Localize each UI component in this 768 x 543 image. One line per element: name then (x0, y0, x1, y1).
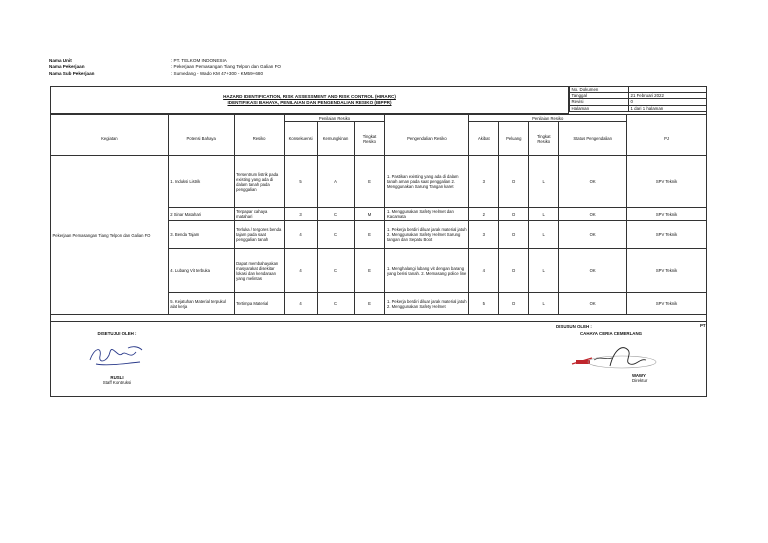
meta-table (569, 86, 707, 112)
tingkat-2-cell: L (529, 293, 559, 315)
pengendalian-cell: 1. Menggunakan Safety Helmet dan Kacamata (385, 208, 469, 221)
resiko-cell: Tersentrum listrik pada existing yang ada di dalam tanah pada penggalian (234, 156, 284, 208)
header-label: Nama Sub Pekerjaan (49, 70, 95, 76)
akibat-cell: 5 (469, 293, 499, 315)
kegiatan-cell: Pekerjaan Pemasangan Tiang Telpon dan Galian FO (51, 156, 169, 315)
signature-right (540, 324, 650, 383)
meta-label: No. Dokumen (570, 87, 629, 93)
peluang-cell: D (499, 249, 529, 293)
kemungkinan-cell: A (317, 156, 354, 208)
pt-label: PT (700, 323, 706, 328)
potensi-cell: 1. Induksi Listrik (168, 156, 234, 208)
kemungkinan-cell: C (317, 293, 354, 315)
tingkat-cell: E (354, 156, 385, 208)
meta-value: 0 (629, 99, 707, 105)
pj-cell: SPV Teknik (627, 249, 707, 293)
col-kemungkinan: Kemungkinan (317, 122, 354, 156)
konsekuensi-cell: 4 (284, 249, 317, 293)
potensi-cell: 2 Sinar Matahari (168, 208, 234, 221)
peluang-cell: D (499, 293, 529, 315)
col-tingkat-2: Tingkat Resiko (529, 122, 559, 156)
resiko-cell: Dapat membahayakan masyarakat disekitar lokasi dan kendaraan yang melintas (234, 249, 284, 293)
resiko-cell: Terpapar cahaya matahari (234, 208, 284, 221)
signature-left (72, 331, 162, 385)
tingkat-cell: M (354, 208, 385, 221)
kemungkinan-cell: C (317, 221, 354, 249)
status-cell: OK (559, 208, 627, 221)
meta-row (570, 105, 707, 111)
header-value: : Pekerjaan Pemasangan Tiang Telpon dan Galian FO (171, 64, 281, 70)
title-line-1: HAZARD IDENTIFICATION, RISK ASSESSMENT AND RISK CONTROL (HIRARC) (223, 94, 396, 100)
status-cell: OK (559, 249, 627, 293)
header-info (49, 58, 281, 77)
pj-cell: SPV Teknik (627, 208, 707, 221)
akibat-cell: 4 (469, 249, 499, 293)
signature-left-scribble (82, 342, 152, 368)
meta-label: Revisi (570, 99, 629, 105)
pj-cell: SPV Teknik (627, 221, 707, 249)
document-title (50, 86, 569, 114)
kemungkinan-cell: C (317, 249, 354, 293)
resiko-cell: Tertimpa Material (234, 293, 284, 315)
peluang-cell: D (499, 156, 529, 208)
tingkat-2-cell: L (529, 156, 559, 208)
signature-right-caption: DISUSUN OLEH : (556, 324, 592, 329)
signature-right-role: Direktur (632, 378, 648, 383)
konsekuensi-cell: 3 (284, 208, 317, 221)
signature-right-company: CAHAYA CERIA CEMERLANG (580, 331, 643, 336)
meta-value: 1 dari 1 halaman (629, 105, 707, 111)
pj-cell: SPV Teknik (627, 156, 707, 208)
signature-left-name: RUSLI (110, 375, 124, 380)
akibat-cell: 3 (469, 156, 499, 208)
header-value: : Sumedang - Wado KM 47+300 - KM59+680 (171, 70, 264, 76)
pengendalian-cell: 1. Pastikan existing yang ada di dalam tanah aman pada saat penggalian 2. Menggunakan Sarung Tangan karet (385, 156, 469, 208)
signature-left-role: Staff Kontruksi (102, 380, 132, 385)
potensi-cell: 4. Lubang Vit terbuka (168, 249, 234, 293)
peluang-cell: D (499, 208, 529, 221)
signature-right-name: WAWY (632, 373, 646, 378)
column-header-row (51, 122, 707, 156)
col-peluang: Peluang (499, 122, 529, 156)
pj-cell: SPV Teknik (627, 293, 707, 315)
akibat-cell: 3 (469, 221, 499, 249)
konsekuensi-cell: 4 (284, 221, 317, 249)
title-line-2: IDENTIFIKASI BAHAYA, PENILAIAN DAN PENGENDALIAN RESIKO (IBPPR) (227, 100, 392, 105)
tingkat-2-cell: L (529, 221, 559, 249)
header-value: : PT. TELKOM INDONESIA (171, 58, 227, 63)
table-row (51, 156, 707, 208)
col-resiko: Resiko (234, 122, 284, 156)
tingkat-cell: E (354, 249, 385, 293)
peluang-cell: D (499, 221, 529, 249)
col-kegiatan: Kegiatan (51, 122, 169, 156)
potensi-cell: 5. Kejatuhan Material terpukul alat kerja (168, 293, 234, 315)
col-pengendalian: Pengendalian Resiko (385, 122, 469, 156)
pengendalian-cell: 1. Menghalangi lubang vit dengan barang yang berisi tanah. 2. Memasang police line (385, 249, 469, 293)
tingkat-cell: E (354, 293, 385, 315)
status-cell: OK (559, 156, 627, 208)
col-potensi: Potensi Bahaya (168, 122, 234, 156)
col-pj: PJ (627, 122, 707, 156)
konsekuensi-cell: 4 (284, 293, 317, 315)
tingkat-2-cell: L (529, 208, 559, 221)
status-cell: OK (559, 221, 627, 249)
col-konsekuensi: Konsekuensi (284, 122, 317, 156)
group-header-row (51, 115, 707, 122)
pengendalian-cell: 1. Pekerja berdiri diluar jarak material jatuh 2. Menggunakan Safety Helmet (385, 293, 469, 315)
col-akibat: Akibat (469, 122, 499, 156)
group-header-penilaian-1: Penilaian Resiko (284, 115, 385, 122)
company-stamp (570, 340, 670, 372)
konsekuensi-cell: 5 (284, 156, 317, 208)
potensi-cell: 3. Benda Tajam (168, 221, 234, 249)
akibat-cell: 2 (469, 208, 499, 221)
header-label: Nama Unit (49, 58, 72, 63)
col-status: Status Pengendalian (559, 122, 627, 156)
pengendalian-cell: 1. Pekerja berdiri diluar jarak material jatuh 2. Menggunakan Safety Helmet Sarung tangan dan Sepatu Boot (385, 221, 469, 249)
divider (50, 321, 707, 322)
kemungkinan-cell: C (317, 208, 354, 221)
meta-value: 21 Februari 2022 (629, 93, 707, 99)
tingkat-cell: E (354, 221, 385, 249)
meta-label: Halaman (570, 105, 629, 111)
tingkat-2-cell: L (529, 249, 559, 293)
header-label: Nama Pekerjaan (49, 64, 85, 70)
signature-left-caption: DISETUJUI OLEH : (97, 331, 137, 336)
group-header-penilaian-2: Penilaian Resiko (469, 115, 627, 122)
status-cell: OK (559, 293, 627, 315)
header-row-sub (49, 71, 281, 77)
meta-label: Tanggal (570, 93, 629, 99)
resiko-cell: Terluka / tergores benda tajam pada saat penggalian tanah (234, 221, 284, 249)
hirarc-table (50, 114, 707, 315)
col-tingkat: Tingkat Resiko (354, 122, 385, 156)
